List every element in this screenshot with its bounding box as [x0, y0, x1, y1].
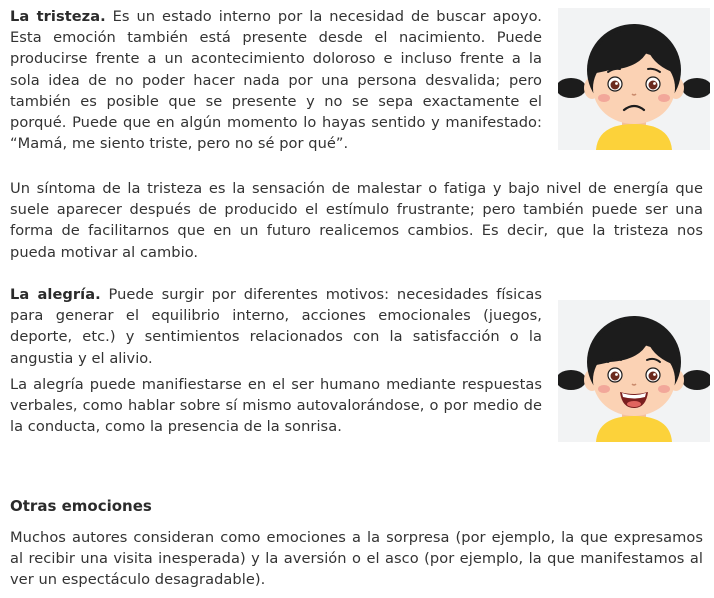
tristeza-title: La tristeza.	[10, 8, 106, 25]
tristeza-text: Es un estado interno por la necesidad de buscar apoyo. Esta emoción también está presente desde el nacimiento. Puede producirse frente a un acontecimiento doloroso e incluso frente a la sola idea de no poder hacer nada por una persona desvalida; pero también es posible que se presente y no se sepa exactamente el porqué. Puede que en algún momento lo hayas sentido y manifestado: “Mamá, me siento triste, pero no sé por qué”.	[10, 8, 542, 153]
alegria-text: Puede surgir por diferentes motivos: necesidades físicas para generar el equilibrio interno, acciones emocionales (juegos, deporte, etc.) y sentimientos relacionados con la satisfacción o la angustia y el alivio.	[10, 286, 542, 367]
tristeza-paragraph	[10, 6, 542, 154]
happy-girl-icon	[558, 300, 710, 442]
otras-emociones-paragraph: Muchos autores consideran como emociones a la sorpresa (por ejemplo, la que expresamos al recibir una visita inesperada) y la aversión o el asco (por ejemplo, la que manifestamos al ver un espectáculo desagradable).	[10, 529, 703, 589]
alegria-title: La alegría.	[10, 286, 101, 303]
tristeza-paragraph-2: Un síntoma de la tristeza es la sensación de malestar o fatiga y bajo nivel de energía que suele aparecer después de producido el estímulo frustrante; pero también puede ser una forma de facilitarnos que en un futuro realicemos cambios. Es decir, que la tristeza nos pueda motivar al cambio.	[10, 180, 703, 261]
sad-girl-icon	[558, 8, 710, 150]
alegria-paragraph-2: La alegría puede manifiestarse en el ser humano mediante respuestas verbales, como hablar sobre sí mismo autovalorándose, o por medio de la conducta, como la presencia de la sonrisa.	[10, 376, 542, 436]
alegria-paragraph	[10, 284, 542, 369]
otras-emociones-heading: Otras emociones	[10, 497, 152, 515]
